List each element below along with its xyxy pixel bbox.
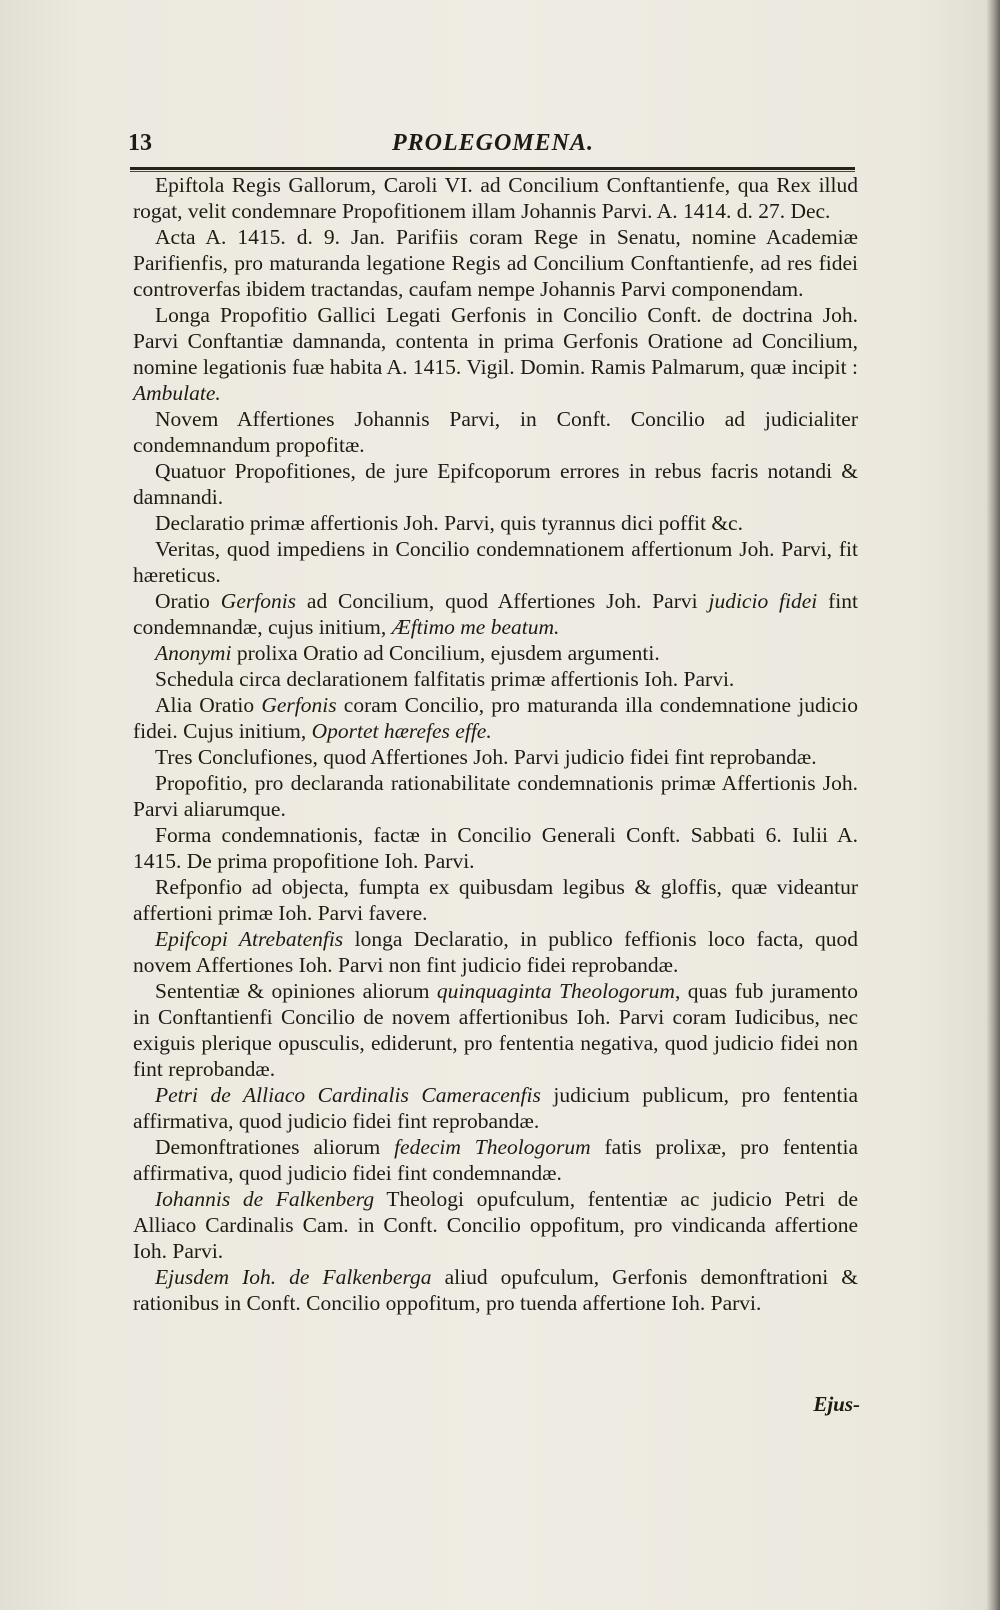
entry-text: , quas fub juramento in Conftantienfi Concilio de novem affertionibus Ioh. Parvi coram Iudicibus, nec exiguis plerique opusculis, ediderunt, pro fententia negativa, quod judicio fidei non fint reprobandæ. [133, 979, 858, 1081]
catalogue-entry [133, 458, 858, 510]
entry-text: prolixa Oratio ad Concilium, ejusdem argumenti. [231, 641, 660, 665]
entry-text: Forma condemnationis, factæ in Concilio Generali Conft. Sabbati 6. Iulii A. 1415. De prima propofitione Ioh. Parvi. [133, 823, 858, 873]
catalogue-entry [133, 926, 858, 978]
catalogue-entry [133, 640, 858, 666]
italic-text: judicio fidei [708, 589, 818, 613]
entry-text: Novem Affertiones Johannis Parvi, in Conft. Concilio ad judicialiter condemnandum propofitæ. [133, 407, 858, 457]
entry-text: judicium publicum, pro fententia affirmativa, quod judicio fidei fint reprobandæ. [133, 1083, 858, 1133]
catalogue-entry [133, 302, 858, 406]
entry-text: Declaratio primæ affertionis Joh. Parvi, quis tyrannus dici poffit &c. [155, 511, 743, 535]
running-title: PROLEGOMENA. [391, 130, 595, 156]
catalogue-entry [133, 1186, 858, 1264]
italic-text: Oportet hærefes effe. [311, 719, 492, 743]
catalogue-entry [133, 770, 858, 822]
italic-text: quinquaginta Theologorum [436, 979, 675, 1003]
entry-text: Quatuor Propofitiones, de jure Epifcoporum errores in rebus facris notandi & damnandi. [133, 459, 858, 509]
italic-text: Iohannis de Falkenberg [155, 1187, 375, 1211]
catalogue-entry [133, 224, 858, 302]
entry-text: Epiftola Regis Gallorum, Caroli VI. ad Concilium Conftantienfe, qua Rex illud rogat, velit condemnare Propofitionem illam Johannis Parvi. A. 1414. d. 27. Dec. [133, 173, 858, 223]
entry-text: Tres Conclufiones, quod Affertiones Joh. Parvi judicio fidei fint reprobandæ. [155, 745, 817, 769]
entry-text: coram Concilio, pro maturanda illa condemnatione judicio fidei. Cujus initium, [133, 693, 858, 743]
text-body [133, 172, 858, 1316]
catalogue-entry [133, 692, 858, 744]
entry-text: longa Declaratio, in publico feffionis loco facta, quod novem Affertiones Ioh. Parvi non fint judicio fidei reprobandæ. [133, 927, 859, 977]
catalogue-entry [133, 822, 858, 874]
italic-text: Anonymi [155, 641, 232, 665]
catalogue-entry [133, 536, 858, 588]
entry-text: ad Concilium, quod Affertiones Joh. Parvi [296, 589, 709, 613]
entry-text: Demonftrationes aliorum [155, 1135, 395, 1159]
entry-text: fint condemnandæ, cujus initium, [133, 589, 858, 639]
entry-text: Propofitio, pro declaranda rationabilitate condemnationis primæ Affertionis Joh. Parvi aliarumque. [133, 771, 858, 821]
entry-text: Alia Oratio [155, 693, 262, 717]
catalogue-entry [133, 588, 858, 640]
catalogue-entry [133, 1134, 858, 1186]
italic-text: fedecim Theologorum [394, 1135, 591, 1159]
entry-text: Veritas, quod impediens in Concilio condemnationem affertionum Joh. Parvi, fit hæreticus. [133, 537, 858, 587]
entry-text: Longa Propofitio Gallici Legati Gerfonis in Concilio Conft. de doctrina Joh. Parvi Conftantiæ damnanda, contenta in prima Gerfonis Oratione ad Concilium, nomine legationis fuæ habita A. 1415. Vigil. Domin. Ramis Palmarum, quæ incipit : [133, 303, 858, 379]
catalogue-entry [133, 1264, 858, 1316]
page-header [128, 130, 858, 160]
italic-text: Petri de Alliaco Cardinalis Cameracenfis [155, 1083, 541, 1107]
italic-text: Æftimo me beatum. [391, 615, 560, 639]
catalogue-entry [133, 874, 858, 926]
italic-text: Gerfonis [261, 693, 337, 717]
entry-text: Sententiæ & opiniones aliorum [155, 979, 437, 1003]
page-number: 13 [128, 130, 152, 156]
catalogue-entry [133, 172, 858, 224]
entry-text: Refponfio ad objecta, fumpta ex quibusdam legibus & gloffis, quæ videantur affertioni primæ Ioh. Parvi favere. [133, 875, 858, 925]
catalogue-entry [133, 978, 858, 1082]
italic-text: Gerfonis [220, 589, 297, 613]
catchword: Ejus- [813, 1392, 860, 1416]
entry-text: Theologi opufculum, fententiæ ac judicio Petri de Alliaco Cardinalis Cam. in Conft. Concilio oppofitum, pro vindicanda affertione Ioh. Parvi. [133, 1187, 858, 1263]
catalogue-entry [133, 1082, 858, 1134]
catalogue-entry [133, 744, 858, 770]
entry-text: Acta A. 1415. d. 9. Jan. Parifiis coram Rege in Senatu, nomine Academiæ Parifienfis, pro maturanda legatione Regis ad Concilium Conftantienfe, ad res fidei controverfas ibidem tractandas, caufam nempe Johannis Parvi componendam. [133, 225, 858, 301]
catalogue-entry [133, 510, 858, 536]
italic-text: Ambulate. [133, 381, 221, 405]
entry-text: Oratio [155, 589, 221, 613]
catalogue-entry [133, 666, 858, 692]
catalogue-entry [133, 406, 858, 458]
header-rule [130, 167, 855, 170]
entry-text: aliud opufculum, Gerfonis demonftrationi & rationibus in Conft. Concilio oppofitum, pro tuenda affertione Ioh. Parvi. [133, 1265, 858, 1315]
entry-text: Schedula circa declarationem falfitatis primæ affertionis Ioh. Parvi. [155, 667, 735, 691]
page-edge-shadow [986, 0, 1000, 1610]
italic-text: Ejusdem Ioh. de Falkenberga [155, 1265, 432, 1289]
italic-text: Epifcopi Atrebatenfis [155, 927, 344, 951]
entry-text: fatis prolixæ, pro fententia affirmativa, quod judicio fidei fint condemnandæ. [133, 1135, 858, 1185]
